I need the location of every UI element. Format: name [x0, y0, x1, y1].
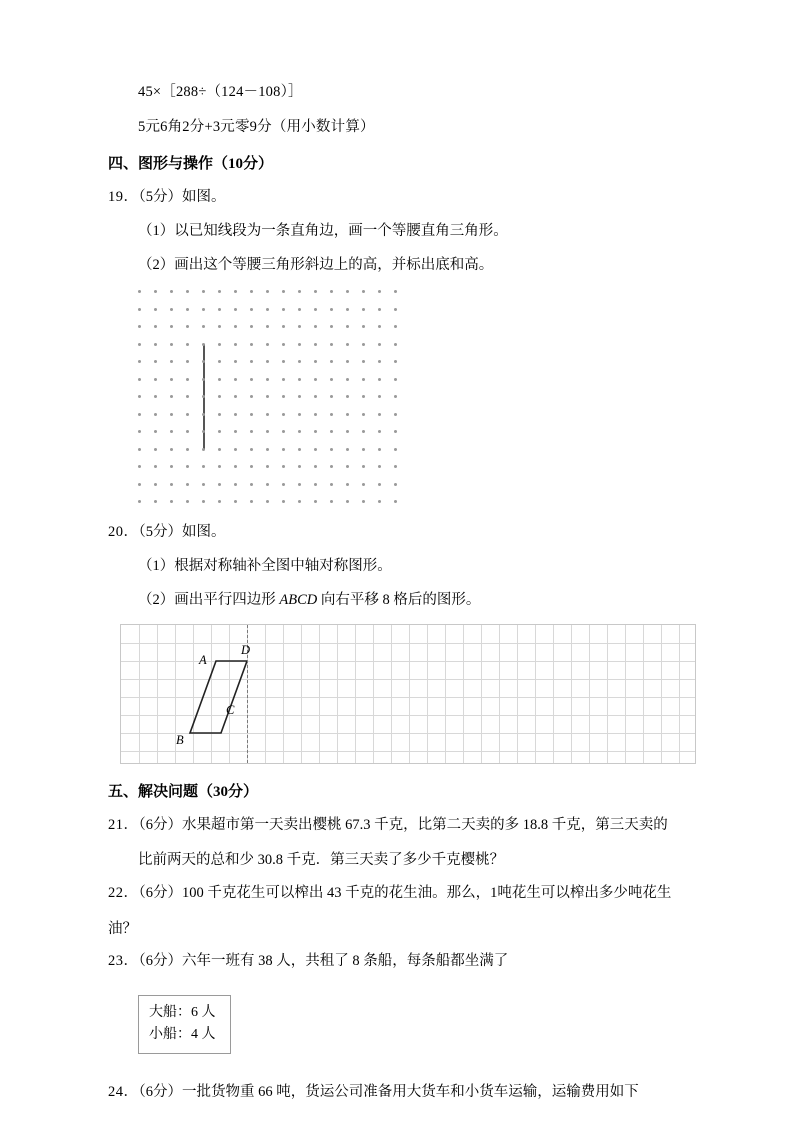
grid-dot: [362, 483, 365, 486]
grid-dot: [378, 500, 381, 503]
grid-dot: [330, 378, 333, 381]
grid-dot: [170, 378, 173, 381]
grid-dot: [314, 500, 317, 503]
grid-dot: [346, 308, 349, 311]
grid-dot: [218, 395, 221, 398]
grid-dot: [170, 430, 173, 433]
grid-dot: [154, 500, 157, 503]
grid-dot: [186, 500, 189, 503]
grid-dot: [218, 290, 221, 293]
grid-dot: [250, 343, 253, 346]
grid-dot: [154, 395, 157, 398]
grid-dot: [282, 413, 285, 416]
question-23: [108, 951, 688, 973]
question-22-number: 22．: [108, 884, 139, 901]
grid-dot: [234, 308, 237, 311]
question-22-text: 100 千克花生可以榨出 43 千克的花生油。那么，1吨花生可以榨出多少吨花生: [182, 884, 672, 901]
grid-dot: [298, 378, 301, 381]
grid-dot: [170, 500, 173, 503]
grid-dot: [362, 395, 365, 398]
grid-dot: [202, 413, 205, 416]
grid-dot: [186, 448, 189, 451]
grid-dot: [394, 308, 397, 311]
expression-2: 5元6角2分+3元零9分（用小数计算）: [138, 119, 375, 135]
grid-dot: [378, 448, 381, 451]
grid-dot: [394, 395, 397, 398]
section-heading-4: 四、图形与操作（10分）: [108, 156, 274, 172]
grid-dot: [154, 448, 157, 451]
question-24: [108, 1082, 688, 1104]
grid-dot: [154, 378, 157, 381]
grid-dot: [218, 343, 221, 346]
grid-dot: [170, 465, 173, 468]
grid-dot: [298, 325, 301, 328]
grid-dot: [298, 308, 301, 311]
dot-grid: [138, 290, 406, 506]
grid-dot: [138, 465, 141, 468]
grid-dot: [362, 290, 365, 293]
grid-dot: [138, 343, 141, 346]
grid-dot: [314, 290, 317, 293]
grid-dot: [378, 413, 381, 416]
grid-dot: [394, 448, 397, 451]
grid-dot: [298, 500, 301, 503]
grid-dot: [234, 448, 237, 451]
grid-dot: [202, 343, 205, 346]
grid-dot: [346, 360, 349, 363]
grid-dot: [394, 290, 397, 293]
grid-dot: [362, 465, 365, 468]
figure-parallelogram-grid: [120, 624, 688, 764]
grid-dot: [266, 378, 269, 381]
grid-dot: [250, 500, 253, 503]
grid-dot: [186, 325, 189, 328]
grid-dot: [250, 290, 253, 293]
grid-dot: [234, 360, 237, 363]
grid-dot: [154, 308, 157, 311]
section-heading-5: 五、解决问题（30分）: [108, 783, 259, 800]
grid-dot: [234, 343, 237, 346]
grid-dot: [378, 343, 381, 346]
grid-dot: [346, 343, 349, 346]
grid-dot: [138, 500, 141, 503]
grid-dot: [314, 343, 317, 346]
grid-dot: [314, 465, 317, 468]
grid-dot: [138, 378, 141, 381]
grid-dot: [266, 290, 269, 293]
grid-dot: [362, 500, 365, 503]
grid-dot: [170, 290, 173, 293]
question-23-number: 23．: [108, 953, 139, 970]
question-21-score: （6分）: [138, 816, 182, 833]
grid-dot: [170, 360, 173, 363]
grid-dot: [186, 395, 189, 398]
question-20-sub-2: [138, 590, 688, 612]
grid-dot: [314, 360, 317, 363]
grid-dot: [330, 483, 333, 486]
grid-dot: [394, 465, 397, 468]
grid-dot: [234, 395, 237, 398]
question-23-score: （6分）: [138, 953, 182, 970]
grid-dot: [250, 483, 253, 486]
grid-dot: [202, 465, 205, 468]
grid-dot: [346, 378, 349, 381]
grid-dot: [346, 413, 349, 416]
grid-dot: [330, 395, 333, 398]
grid-dot: [138, 290, 141, 293]
coordinate-grid: [120, 624, 696, 764]
grid-dot: [378, 325, 381, 328]
grid-dot: [394, 430, 397, 433]
question-20-sub-2-post: 向右平移 8 格后的图形。: [317, 591, 481, 608]
grid-dot: [202, 360, 205, 363]
grid-dot: [282, 308, 285, 311]
grid-dot: [266, 413, 269, 416]
grid-dot: [138, 430, 141, 433]
grid-dot: [154, 413, 157, 416]
boat-capacity-box: [138, 995, 231, 1054]
vertex-label-B: B: [176, 732, 184, 747]
grid-dot: [186, 413, 189, 416]
vertex-label-C: C: [226, 702, 235, 717]
grid-dot: [394, 360, 397, 363]
grid-dot: [378, 290, 381, 293]
grid-dot: [218, 430, 221, 433]
grid-dot: [154, 430, 157, 433]
grid-dot: [282, 483, 285, 486]
grid-dot: [138, 483, 141, 486]
grid-dot: [298, 465, 301, 468]
grid-dot: [170, 448, 173, 451]
question-22: [108, 883, 688, 905]
grid-dot: [298, 448, 301, 451]
question-19-score: （5分）: [138, 189, 182, 205]
grid-dot: [330, 325, 333, 328]
grid-dot: [330, 448, 333, 451]
boat-small-label: 小船：4 人: [149, 1027, 216, 1043]
grid-dot: [234, 430, 237, 433]
grid-dot: [362, 343, 365, 346]
grid-dot: [234, 325, 237, 328]
expression-1: 45×［288÷（124－108）］: [138, 84, 303, 100]
grid-dot: [186, 483, 189, 486]
question-22-score: （6分）: [138, 884, 182, 901]
grid-dot: [282, 343, 285, 346]
grid-dot: [282, 290, 285, 293]
grid-dot: [282, 448, 285, 451]
grid-dot: [346, 430, 349, 433]
grid-dot: [170, 343, 173, 346]
grid-dot: [282, 378, 285, 381]
grid-dot: [362, 413, 365, 416]
grid-dot: [282, 465, 285, 468]
grid-dot: [154, 325, 157, 328]
grid-dot: [218, 483, 221, 486]
grid-dot: [314, 378, 317, 381]
grid-dot: [218, 378, 221, 381]
grid-dot: [170, 413, 173, 416]
grid-dot: [138, 308, 141, 311]
grid-dot: [314, 395, 317, 398]
grid-dot: [218, 448, 221, 451]
grid-dot: [394, 413, 397, 416]
grid-dot: [378, 308, 381, 311]
question-20-score: （5分）: [138, 524, 182, 541]
question-20-stem: 如图。: [182, 524, 226, 541]
grid-dot: [378, 360, 381, 363]
grid-dot: [314, 325, 317, 328]
grid-dot: [138, 448, 141, 451]
grid-dot: [346, 483, 349, 486]
question-20: [108, 522, 688, 544]
grid-dot: [298, 395, 301, 398]
question-23-text: 六年一班有 38 人，共租了 8 条船，每条船都坐满了: [182, 953, 509, 970]
grid-dot: [298, 430, 301, 433]
question-24-text: 一批货物重 66 吨，货运公司准备用大货车和小货车运输，运输费用如下: [182, 1083, 639, 1100]
grid-dot: [282, 500, 285, 503]
grid-dot: [266, 500, 269, 503]
grid-dot: [266, 343, 269, 346]
grid-dot: [170, 483, 173, 486]
grid-dot: [298, 343, 301, 346]
grid-dot: [250, 360, 253, 363]
grid-dot: [282, 395, 285, 398]
grid-dot: [170, 395, 173, 398]
grid-dot: [362, 325, 365, 328]
grid-dot: [298, 360, 301, 363]
grid-dot: [298, 290, 301, 293]
grid-dot: [250, 325, 253, 328]
grid-dot: [218, 413, 221, 416]
grid-dot: [266, 395, 269, 398]
grid-dot: [378, 483, 381, 486]
grid-dot: [234, 500, 237, 503]
figure-dot-grid: [138, 290, 688, 506]
grid-dot: [202, 430, 205, 433]
question-22-text-2: 油？: [108, 920, 137, 937]
grid-dot: [394, 343, 397, 346]
boat-big-label: 大船：6 人: [149, 1005, 216, 1021]
grid-dot: [154, 343, 157, 346]
grid-dot: [154, 483, 157, 486]
grid-dot: [202, 325, 205, 328]
grid-dot: [378, 395, 381, 398]
question-21-text-2: 比前两天的总和少 30.8 千克．第三天卖了多少千克樱桃？: [138, 852, 505, 869]
grid-dot: [266, 483, 269, 486]
grid-dot: [346, 395, 349, 398]
grid-dot: [314, 430, 317, 433]
grid-dot: [218, 325, 221, 328]
question-21-text: 水果超市第一天卖出樱桃 67.3 千克，比第二天卖的多 18.8 千克，第三天卖的: [182, 816, 668, 833]
grid-dot: [234, 413, 237, 416]
grid-dot: [218, 360, 221, 363]
grid-dot: [314, 308, 317, 311]
grid-dot: [346, 500, 349, 503]
grid-dot: [186, 290, 189, 293]
grid-dot: [394, 325, 397, 328]
grid-dot: [234, 483, 237, 486]
grid-dot: [394, 378, 397, 381]
question-24-score: （6分）: [138, 1083, 182, 1100]
question-19-number: 19．: [108, 189, 139, 205]
vertex-label-D: D: [241, 642, 251, 657]
grid-dot: [330, 343, 333, 346]
question-19-stem: 如图。: [182, 189, 226, 205]
grid-dot: [250, 430, 253, 433]
grid-dot: [186, 378, 189, 381]
grid-dot: [330, 290, 333, 293]
grid-dot: [250, 448, 253, 451]
grid-dot: [186, 360, 189, 363]
grid-dot: [138, 360, 141, 363]
grid-dot: [330, 360, 333, 363]
grid-dot: [282, 360, 285, 363]
grid-dot: [314, 483, 317, 486]
grid-dot: [330, 308, 333, 311]
grid-dot: [170, 325, 173, 328]
parallelogram-shape-icon: [121, 625, 697, 765]
grid-dot: [346, 448, 349, 451]
grid-dot: [362, 448, 365, 451]
grid-dot: [202, 483, 205, 486]
grid-dot: [138, 395, 141, 398]
grid-dot: [186, 465, 189, 468]
grid-dot: [330, 500, 333, 503]
grid-dot: [266, 465, 269, 468]
grid-dot: [250, 378, 253, 381]
question-19-sub-2: （2）画出这个等腰三角形斜边上的高，并标出底和高。: [138, 256, 494, 273]
grid-dot: [138, 325, 141, 328]
grid-dot: [218, 500, 221, 503]
page-content: [108, 80, 688, 1116]
question-21-number: 21．: [108, 816, 139, 833]
grid-dot: [362, 360, 365, 363]
grid-dot: [250, 308, 253, 311]
question-20-sub-2-figure-name: ABCD: [279, 591, 318, 608]
grid-dot: [362, 430, 365, 433]
grid-dot: [266, 360, 269, 363]
grid-dot: [234, 290, 237, 293]
grid-dot: [234, 465, 237, 468]
grid-dot: [394, 500, 397, 503]
grid-dot: [314, 413, 317, 416]
grid-dot: [186, 343, 189, 346]
grid-dot: [154, 360, 157, 363]
grid-dot: [378, 465, 381, 468]
grid-dot: [202, 308, 205, 311]
grid-dot: [362, 378, 365, 381]
vertex-label-A: A: [199, 652, 207, 667]
question-19: [108, 187, 688, 209]
grid-dot: [282, 325, 285, 328]
grid-dot: [250, 413, 253, 416]
grid-dot: [266, 325, 269, 328]
grid-dot: [202, 500, 205, 503]
grid-dot: [378, 430, 381, 433]
grid-dot: [266, 308, 269, 311]
grid-dot: [250, 465, 253, 468]
grid-dot: [250, 395, 253, 398]
grid-dot: [330, 430, 333, 433]
grid-dot: [282, 430, 285, 433]
grid-dot: [346, 290, 349, 293]
grid-dot: [266, 448, 269, 451]
grid-dot: [202, 378, 205, 381]
grid-dot: [234, 378, 237, 381]
grid-dot: [330, 413, 333, 416]
grid-dot: [346, 465, 349, 468]
question-20-number: 20．: [108, 524, 139, 541]
grid-dot: [266, 430, 269, 433]
grid-dot: [298, 413, 301, 416]
grid-dot: [138, 413, 141, 416]
grid-dot: [154, 290, 157, 293]
grid-dot: [314, 448, 317, 451]
grid-dot: [202, 448, 205, 451]
grid-dot: [330, 465, 333, 468]
question-20-sub-2-pre: （2）画出平行四边形: [138, 591, 280, 608]
grid-dot: [362, 308, 365, 311]
grid-dot: [186, 308, 189, 311]
grid-dot: [170, 308, 173, 311]
grid-dot: [186, 430, 189, 433]
question-21: [108, 815, 688, 837]
grid-dot: [346, 325, 349, 328]
grid-dot: [202, 290, 205, 293]
grid-dot: [298, 483, 301, 486]
grid-dot: [202, 395, 205, 398]
question-20-sub-1: （1）根据对称轴补全图中轴对称图形。: [138, 558, 392, 574]
question-19-sub-1: （1）以已知线段为一条直角边，画一个等腰直角三角形。: [138, 222, 508, 239]
grid-dot: [218, 465, 221, 468]
question-24-number: 24．: [108, 1083, 139, 1100]
grid-dot: [218, 308, 221, 311]
grid-dot: [154, 465, 157, 468]
grid-dot: [394, 483, 397, 486]
grid-dot: [378, 378, 381, 381]
